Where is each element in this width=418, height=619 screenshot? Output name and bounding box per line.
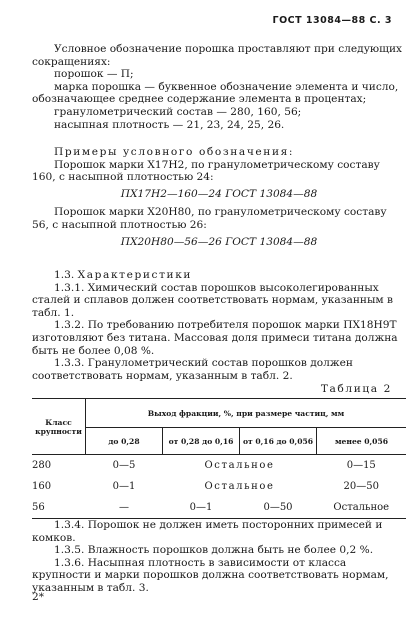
intro-paragraph: Условное обозначение порошка проставляют при следующих сокращениях: <box>32 43 403 68</box>
clause-1-3-6: 1.3.6. Насыпная плотность в зависимости от класса крупности и марки порошков должна соответствовать нормам, указанным в табл. 3. <box>32 556 389 594</box>
abbr-item: гранулометрический состав — 280, 160, 56; <box>54 105 302 118</box>
examples-block <box>32 146 406 248</box>
characteristics-block <box>32 269 406 382</box>
table-cell: 0—50 <box>240 497 317 519</box>
merged-cell: Остальное <box>204 460 275 471</box>
example-1-text: Порошок марки Х17Н2, по гранулометрическому составу 160, с насыпной плотностью 24: <box>32 158 380 184</box>
class-cell: 280 <box>32 460 52 471</box>
merged-cell: Остальное <box>204 481 275 492</box>
clause-1-3-1: 1.3.1. Химический состав порошков высоколегированных сталей и сплавов должен соответствовать нормам, указанным в табл. 1. <box>32 281 393 319</box>
table-row <box>32 497 406 519</box>
table-caption: Таблица 2 <box>320 383 392 395</box>
table-cell: 0—1 <box>163 497 240 519</box>
example-2-code: ПХ20Н80—56—26 ГОСТ 13084—88 <box>120 235 318 248</box>
abbr-item: порошок — П; <box>54 68 134 81</box>
examples-title: Примеры условного обозначения: <box>54 146 295 158</box>
clause-1-3-4: 1.3.4. Порошок не должен иметь посторонних примесей и комков. <box>32 519 383 544</box>
section-title: Характеристики <box>77 269 193 281</box>
designation-block <box>32 43 406 131</box>
table-cell: 0—15 <box>346 460 376 471</box>
page-header: ГОСТ 13084—88 С. 3 <box>272 15 392 26</box>
column-header: от 0,28 до 0,16 <box>163 428 240 455</box>
table-cell: 0—5 <box>112 460 136 471</box>
section-number: 1.3. <box>54 269 75 281</box>
section-heading <box>32 269 406 282</box>
table-cell: — <box>86 497 163 519</box>
group-header: Выход фракции, %, при размере частиц, мм <box>86 399 407 428</box>
example-1-code: ПХ17Н2—160—24 ГОСТ 13084—88 <box>120 187 318 200</box>
table-cell: Остальное <box>317 497 407 519</box>
class-cell: 56 <box>32 497 86 519</box>
column-header: менее 0,056 <box>317 428 407 455</box>
table-row <box>32 476 406 497</box>
table-cell: 0—1 <box>112 481 136 492</box>
granulometric-table <box>32 398 406 519</box>
table-cell: 20—50 <box>343 481 379 492</box>
clauses-block <box>32 519 406 595</box>
abbr-item: марка порошка — буквенное обозначение элемента и число, обозначающее среднее содержание элемента в процентах; <box>32 80 399 106</box>
abbr-item: насыпная плотность — 21, 23, 24, 25, 26. <box>54 118 285 131</box>
clause-1-3-2: 1.3.2. По требованию потребителя порошок марки ПХ18Н9Т изготовляют без титана. Массовая доля примеси титана должна быть не более 0,08 %. <box>32 319 398 357</box>
column-header: от 0,16 до 0,056 <box>240 428 317 455</box>
class-header: Класс крупности <box>32 399 86 455</box>
column-header: до 0,28 <box>86 428 163 455</box>
class-cell: 160 <box>32 481 52 492</box>
example-2-text: Порошок марки Х20Н80, по гранулометрическому составу 56, с насыпной плотностью 26: <box>32 206 387 231</box>
page-signature: 2* <box>32 591 45 603</box>
clause-1-3-3: 1.3.3. Гранулометрический состав порошков должен соответствовать нормам, указанным в табл. 2. <box>32 357 353 382</box>
table-row <box>32 455 406 477</box>
clause-1-3-5: 1.3.5. Влажность порошков должна быть не более 0,2 %. <box>54 544 374 557</box>
